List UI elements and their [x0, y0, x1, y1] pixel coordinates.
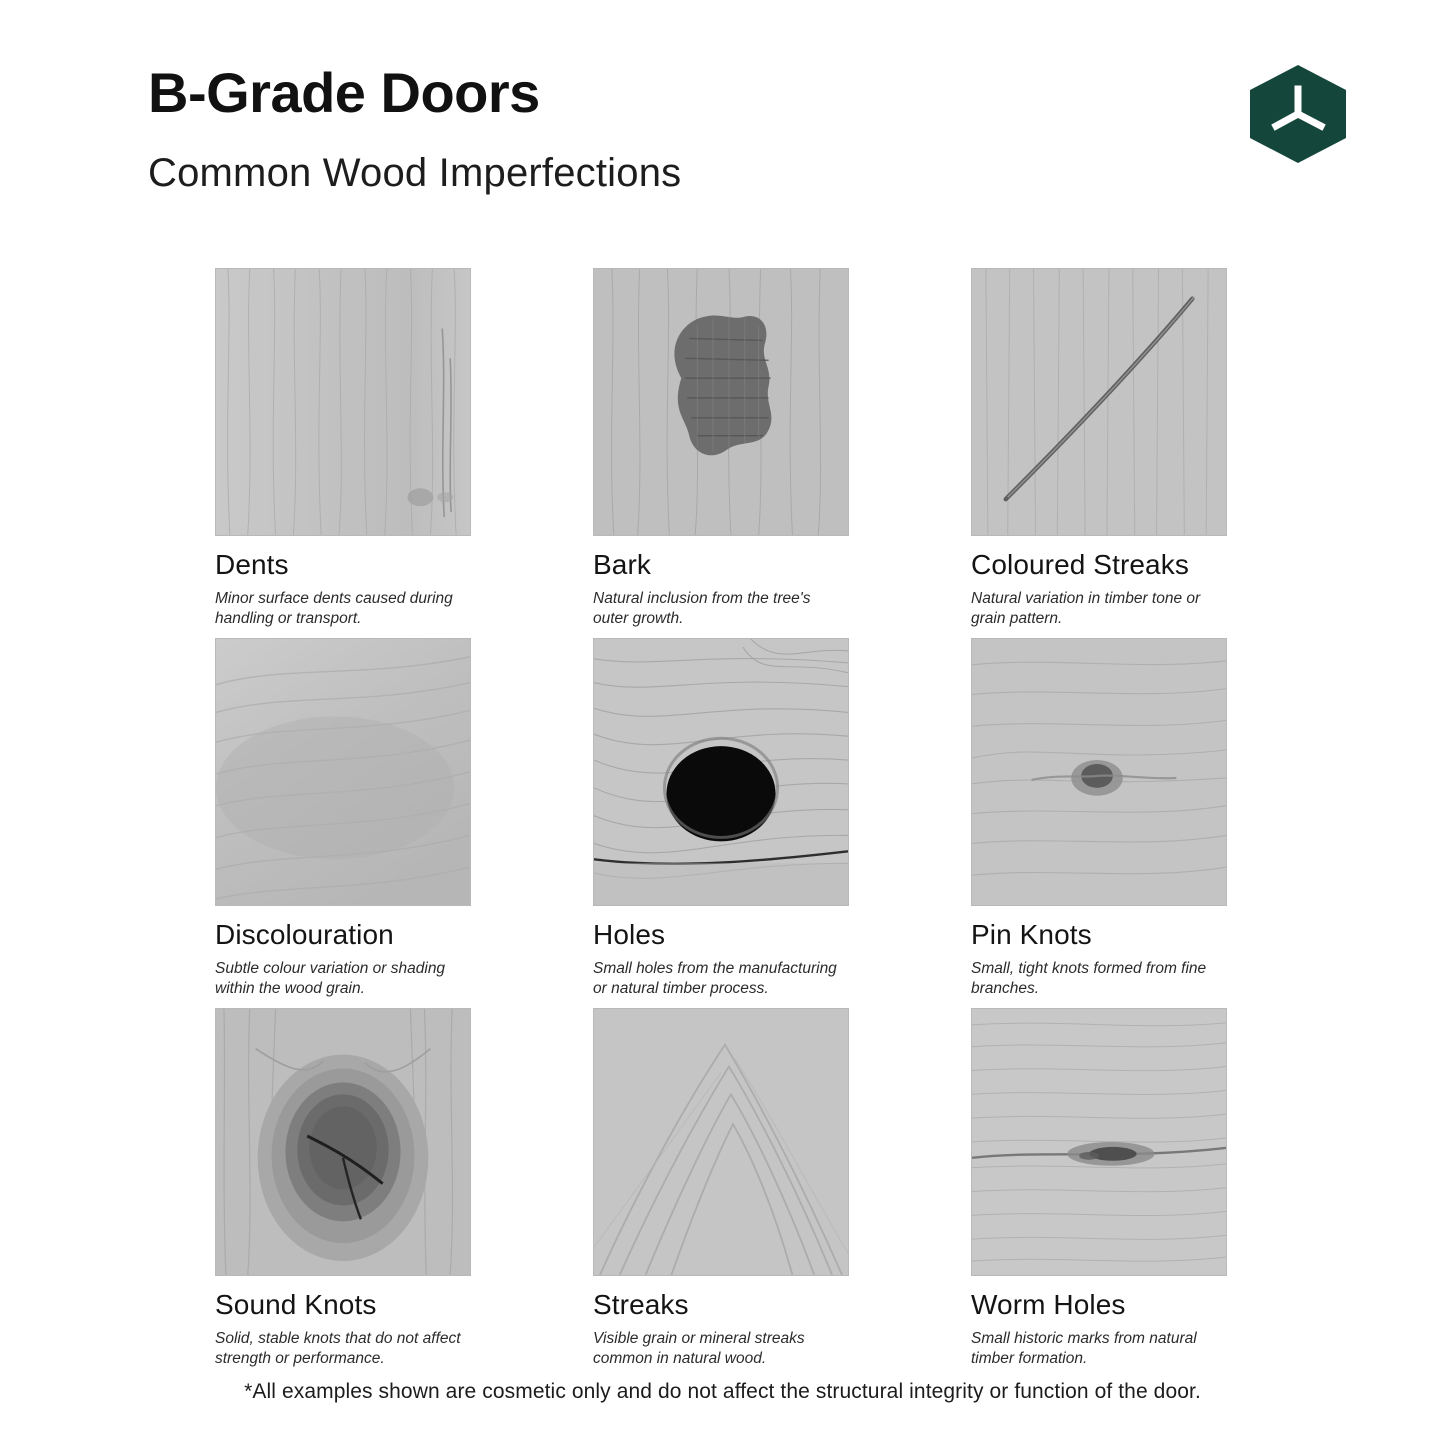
grid-item [215, 268, 471, 630]
grid-item-description: Solid, stable knots that do not affect strength or performance. [215, 1329, 461, 1368]
grid-item-title: Sound Knots [215, 1289, 377, 1321]
grid-item-description: Small, tight knots formed from fine branches. [971, 959, 1207, 998]
hexagon-cube-logo-icon [1246, 62, 1350, 166]
wood-sample-sound-knots-image [215, 1008, 471, 1276]
grid-item-description: Natural inclusion from the tree's outer growth. [593, 589, 811, 628]
wood-sample-discolouration-image [215, 638, 471, 906]
grid-item [971, 268, 1227, 630]
grid-item-description: Minor surface dents caused during handling or transport. [215, 589, 453, 628]
grid-item-title: Holes [593, 919, 666, 951]
wood-sample-pin-knots-image [971, 638, 1227, 906]
grid-item [971, 638, 1227, 1000]
grid-item-description: Subtle colour variation or shading within the wood grain. [215, 959, 446, 998]
grid-item [215, 638, 471, 1000]
wood-sample-bark-image [593, 268, 849, 536]
grid-item [593, 638, 849, 1000]
grid-item [593, 268, 849, 630]
wood-sample-dents-image [215, 268, 471, 536]
grid-item-title: Streaks [593, 1289, 689, 1321]
grid-item [215, 1008, 471, 1370]
grid-item-description: Small holes from the manufacturing or natural timber process. [593, 959, 837, 998]
wood-sample-streaks-image [593, 1008, 849, 1276]
grid-item-title: Discolouration [215, 919, 394, 951]
grid-item-description: Visible grain or mineral streaks common in natural wood. [593, 1329, 805, 1368]
wood-sample-worm-holes-image [971, 1008, 1227, 1276]
wood-sample-holes-image [593, 638, 849, 906]
grid-item-description: Natural variation in timber tone or grain pattern. [971, 589, 1201, 628]
footer-note: *All examples shown are cosmetic only and do not affect the structural integrity or function of the door. [244, 1380, 1201, 1403]
imperfections-grid [215, 268, 1230, 1370]
page-subtitle: Common Wood Imperfections [148, 150, 682, 195]
grid-item [971, 1008, 1227, 1370]
grid-item [593, 1008, 849, 1370]
grid-item-title: Pin Knots [971, 919, 1092, 951]
grid-item-title: Worm Holes [971, 1289, 1126, 1321]
grid-item-title: Dents [215, 549, 289, 580]
grid-item-title: Coloured Streaks [971, 549, 1189, 580]
grid-item-description: Small historic marks from natural timber formation. [971, 1329, 1197, 1368]
page-title: B-Grade Doors [148, 61, 540, 124]
grid-item-title: Bark [593, 549, 651, 580]
page-header [148, 62, 1298, 196]
wood-sample-coloured-streaks-image [971, 268, 1227, 536]
